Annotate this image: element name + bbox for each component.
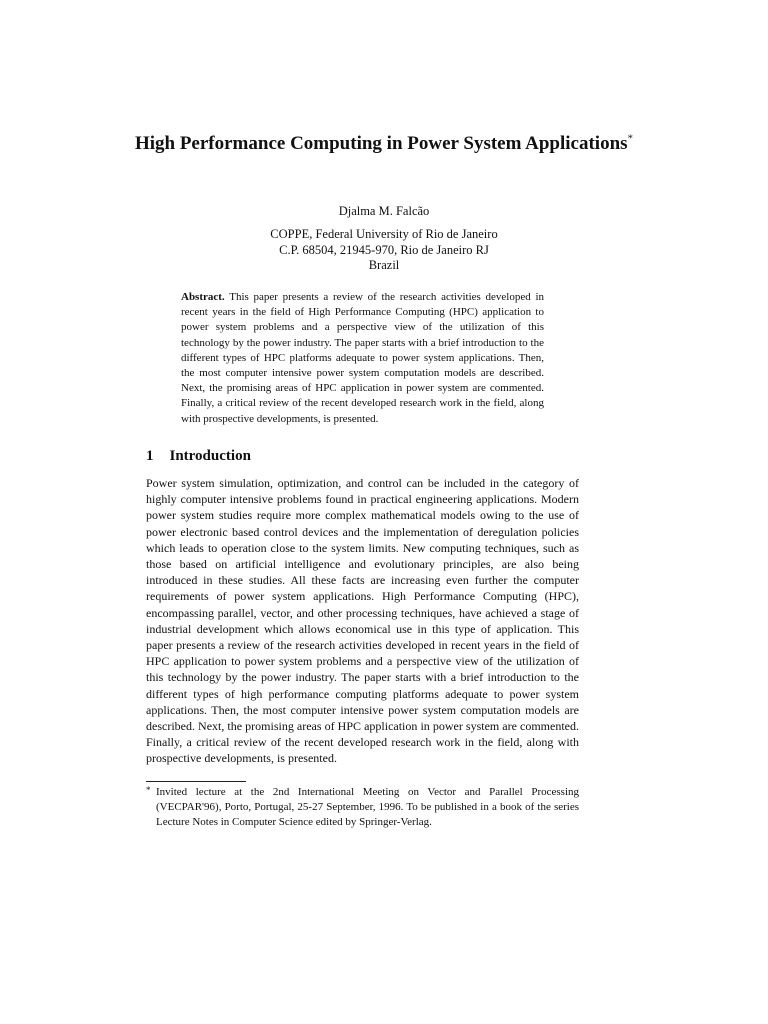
abstract-label: Abstract. xyxy=(181,291,225,303)
paper-title xyxy=(120,132,648,155)
abstract-text: This paper presents a review of the research activities developed in recent years in the field of High Performance Computing (HPC) application to power system problems and a perspective view of the utilization of this technology by the power industry. The paper starts with a brief introduction to the different types of HPC platforms adequate to power system applications. Then, the most computer intensive power system computation models are described. Next, the promising areas of HPC application in power system are commented. Finally, a critical review of the recent developed research work in the field, along with prospective developments, is presented. xyxy=(181,291,544,425)
section-body: Power system simulation, optimization, and control can be included in the category of highly computer intensive problems found in practical engineering applications. Modern power system studies require more complex mathematical models owing to the use of power electronic based control devices and the implementation of deregulation policies which leads to operation close to the system limits. New computing techniques, such as those based on artificial intelligence and evolutionary principles, are also being introduced in these studies. All these facts are increasing even further the computer requirements of power system applications. High Performance Computing (HPC), encompassing parallel, vector, and other processing techniques, have achieved a stage of industrial development which allows economical use in this type of application. This paper presents a review of the research activities developed in recent years in the field of HPC application to power system problems and a perspective view of the utilization of this technology by the power industry. The paper starts with a brief introduction to the different types of high performance computing platforms adequate to power system applications. Then, the most computer intensive power system computation models are described. Next, the promising areas of HPC application in power system are commented. Finally, a critical review of the recent developed research work in the field, along with prospective developments, is presented. xyxy=(146,476,579,766)
footnote-rule xyxy=(146,781,246,782)
section-number: 1 xyxy=(146,448,154,464)
affiliation-line: Brazil xyxy=(368,258,400,272)
affiliation-line: COPPE, Federal University of Rio de Janeiro xyxy=(270,227,498,241)
section-title: Introduction xyxy=(169,448,251,464)
section-heading xyxy=(146,447,251,466)
title-text: High Performance Computing in Power System Applications xyxy=(134,133,628,154)
affiliation-line: C.P. 68504, 21945-970, Rio de Janeiro RJ xyxy=(279,242,489,257)
author-name: Djalma M. Falcão xyxy=(338,204,430,218)
footnote-text: Invited lecture at the 2nd International Meeting on Vector and Parallel Processing (VECPAR'96), Porto, Portugal, 25-27 September, 1996. To be published in a book of the series Lecture Notes in Computer Science edited by Springer-Verlag. xyxy=(156,786,579,828)
footnote xyxy=(146,785,579,830)
title-footnote-mark: * xyxy=(627,132,634,145)
footnote-mark: * xyxy=(146,785,151,795)
abstract xyxy=(181,290,544,427)
affiliation xyxy=(120,227,648,274)
